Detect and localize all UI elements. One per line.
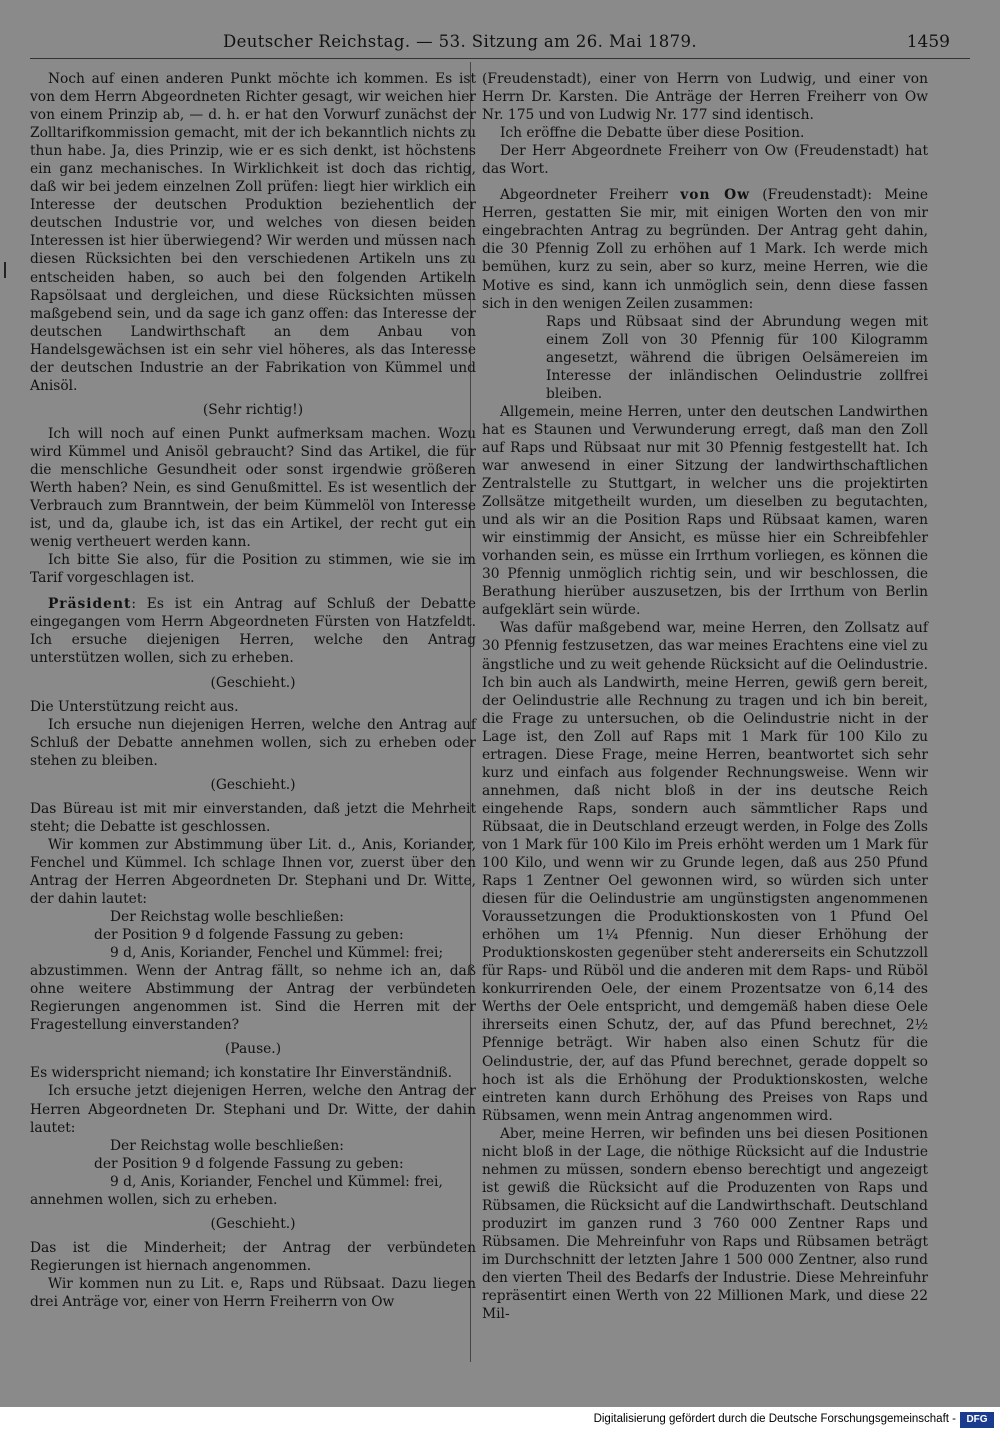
paragraph: Was dafür maßgebend war, meine Herren, den Zollsatz auf 30 Pfennig festzusetzen, das war meines Erachtens eine viel zu ängstliche und zu weit gehende Rücksicht auf die Oelindustrie. Ich bin auch als Landwirth, meine Herren, gewiß gern bereit, der Oelindustrie alle Rechnung zu tragen und ich bin bereit, die Frage zu untersuchen, ob die Oelindustrie nicht in der Lage ist, den Zoll auf Raps mit 1 Mark für 100 Kilo zu ertragen. Diese Frage, meine Herren, beantwortet sich sehr kurz und einfach aus folgender Rechnungsweise. Wenn wir annehmen, daß nicht bloß in der ins deutsche Reich eingehende Raps, sondern auch sämmtlicher Raps und Rübsaat, die in Deutschland erzeugt werden, in Folge des Zolls von 1 Mark für 100 Kilo im Preis erhöht werden um 1 Mark für 100 Kilo, und wenn wir zu Grunde legen, daß aus 250 Pfund Raps 1 Zentner Oel gewonnen wird, so würden sich unter diesen für die Oelindustrie am ungünstigsten angenommenen Voraussetzungen die Produktionskosten von 1 Pfund Oel erhöhen um 1¼ Pfennig. Nun dieser Erhöhung der Produktionskosten gegenüber steht andererseits ein Schutzzoll für Raps- und Rüböl und die anderen mit dem Raps- und Rüböl konkurrirenden Oele, der einem Prozentsatze von 6,14 des Werths der Oele entspricht, und demgemäß haben diese Oele ihrerseits einen Schutz, der, auf das Pfund berechnet, 2½ Pfennige beträgt. Wir haben also einen Schutz für die Oelindustrie, der, auf das Pfund berechnet, gerade doppelt so hoch ist als die Erhöhung der Produktionskosten, welche eintreten kann durch Erhöhung des Preises von Raps und Rübsamen, wenn mein Antrag angenommen wird.: [482, 620, 928, 1124]
dfg-logo: DFG: [960, 1412, 994, 1428]
page-number: 1459: [906, 32, 950, 52]
header-rule: [30, 58, 970, 59]
paragraph: Allgemein, meine Herren, unter den deutschen Landwirthen hat es Staunen und Verwunderung erregt, daß man den Zoll auf Raps und Rübsaat nur mit 30 Pfennig festgestellt hat. Ich war anwesend in einer Sitzung der landwirthschaftlichen Zentralstelle zu Stuttgart, in welcher uns die projektirten Zollsätze mitgetheilt wurden, um dieselben zu begutachten, und als wir an die Position Raps und Rübsaat kamen, waren wir einstimmig der Ansicht, es müsse hier ein Schreibfehler vorhanden sein, es müsse ein Irrthum vorliegen, es können die 30 Pfennig unmöglich richtig sein, und wir beschlossen, die Berathung hierüber auszusetzen, bis der Irrthum von Berlin aufgeklärt sein würde.: [482, 403, 928, 619]
paragraph: Ich eröffne die Debatte über diese Position.: [499, 125, 805, 142]
right-column: [482, 70, 928, 1323]
quoted-motion: 9 d, Anis, Koriander, Fenchel und Kümmel: frei;: [110, 945, 444, 962]
quoted-motion: Der Reichstag wolle beschließen:: [110, 909, 344, 926]
speaker-name: von Ow: [680, 187, 751, 204]
paragraph: abzustimmen. Wenn der Antrag fällt, so nehme ich an, daß ohne weitere Abstimmung der Antrag der verbündeten Regierungen angenommen ist. Sind die Herren mit der Fragestellung einverstanden?: [30, 963, 476, 1034]
stage-direction: (Pause.): [224, 1041, 282, 1058]
speaker-paragraph: [482, 186, 928, 312]
paragraph: Wir kommen zur Abstimmung über Lit. d., Anis, Koriander, Fenchel und Kümmel. Ich schlage Ihnen vor, zuerst über den Antrag der Herren Abgeordneten Dr. Stephani und Dr. Witte, der dahin lautet:: [30, 836, 476, 908]
paragraph: Das ist die Minderheit; der Antrag der verbündeten Regierungen ist hiernach angenommen.: [30, 1239, 476, 1274]
paragraph: Aber, meine Herren, wir befinden uns bei diesen Positionen nicht bloß in der Lage, die nöthige Rücksicht auf die Industrie nehmen zu müssen, sondern ebenso berechtigt und angezeigt ist gewiß die Rücksicht auf die Produzenten von Raps und Rübsamen, die Rücksicht auf die Landwirthschaft. Deutschland produzirt im ganzen rund 3 760 000 Zentner Raps und Rübsamen. Die Mehreinfuhr von Raps und Rübsamen beträgt im Durchschnitt der letzten Jahre 1 500 000 Zentner, also rund den vierten Theil des Bedarfs der Industrie. Diese Mehreinfuhr repräsentirt einen Werth von 22 Millionen Mark, und diese 22 Mil-: [482, 1125, 928, 1323]
quoted-motion: 9 d, Anis, Koriander, Fenchel und Kümmel: frei,: [110, 1173, 443, 1190]
stage-direction: (Sehr richtig!): [202, 401, 304, 418]
speaker-name: Präsident: [47, 596, 132, 613]
speaker-paragraph: [30, 595, 476, 667]
paragraph: Ich ersuche nun diejenigen Herren, welche den Antrag auf Schluß der Debatte annehmen wollen, sich zu erheben oder stehen zu bleiben.: [30, 716, 476, 769]
funding-note: Digitalisierung gefördert durch die Deutsche Forschungsgemeinschaft -: [593, 1413, 956, 1425]
paragraph: Ich will noch auf einen Punkt aufmerksam machen. Wozu wird Kümmel und Anisöl gebraucht? Sind das Artikel, die für die menschliche Gesundheit oder sonst irgendwie größeren Werth haben? Nein, es sind Genußmittel. Es ist wesentlich der Verbrauch zum Branntwein, der beim Kümmelöl von Interesse ist, und da, glaube ich, ist das ein Artikel, der recht gut ein wenig vertheuert werden kann.: [30, 425, 476, 551]
speech-text: : Es ist ein Antrag auf Schluß der Debatte eingegangen vom Herrn Abgeordneten Fürsten von Hatzfeldt. Ich ersuche diejenigen Herren, welche den Antrag unterstützen wollen, sich zu erheben.: [30, 596, 476, 667]
paragraph: Wir kommen nun zu Lit. e, Raps und Rübsaat. Dazu liegen drei Anträge vor, einer von Herrn Freiherrn von Ow: [30, 1275, 476, 1310]
left-column: [30, 70, 476, 1311]
paragraph: (Freudenstadt), einer von Herrn von Ludwig, und einer von Herrn Dr. Karsten. Die Anträge der Herren Freiherr von Ow Nr. 175 und von Ludwig Nr. 177 sind identisch.: [482, 71, 928, 124]
paragraph: Es widerspricht niemand; ich konstatire Ihr Einverständniß.: [30, 1065, 452, 1082]
paragraph: annehmen wollen, sich zu erheben.: [30, 1191, 278, 1208]
paragraph: Noch auf einen anderen Punkt möchte ich kommen. Es ist von dem Herrn Abgeordneten Richter gesagt, wir weichen hier von einem Prinzip ab, — d. h. er hat den Vorwurf zunächst der Zolltarifkommission gemacht, mit der ich bekanntlich nichts zu thun habe. Ja, dies Prinzip, wie er es sich denkt, ist höchstens ein ganz mechanisches. In Wirklichkeit ist doch das richtig, daß wir bei jedem einzelnen Zoll prüfen: liegt hier wirklich ein Interesse der deutschen Produktion beziehentlich der deutschen Industrie vor, und welches von diesen beiden Interessen ist hier überwiegend? Wir werden und müssen nach diesen Rücksichten bei den verschiedenen Artikeln uns zu entscheiden haben, so auch bei den folgenden Artikeln Rapsölsaat und dergleichen, und diese Rücksichten müssen maßgebend sein, und da sage ich ganz offen: das Interesse der deutschen Landwirthschaft an dem Anbau von Handelsgewächsen ist ein sehr viel höheres, als das Interesse der deutschen Industrie an der Fabrikation von Kümmel und Anisöl.: [30, 71, 476, 394]
running-title: Deutscher Reichstag. — 53. Sitzung am 26. Mai 1879.: [222, 32, 698, 51]
quoted-motion: der Position 9 d folgende Fassung zu geben:: [94, 1155, 404, 1172]
speech-text: (Freudenstadt): Meine Herren, gestatten Sie mir, mit einigen Worten den von mir eingebrachten Antrag zu begründen. Der Antrag geht dahin, die 30 Pfennig Zoll zu erhöhen auf 1 Mark. Ich werde mich bemühen, kurz zu sein, aber so kurz, meine Herren, wie die Motive es sind, kann ich unmöglich sein, denn diese fassen sich in den wenigen Zeilen zusammen:: [482, 187, 929, 312]
paragraph: Ich bitte Sie also, für die Position zu stimmen, wie sie im Tarif vorgeschlagen ist.: [30, 552, 476, 587]
paragraph: Ich ersuche jetzt diejenigen Herren, welche den Antrag der Herren Abgeordneten Dr. Stephani und Dr. Witte, der dahin lautet:: [30, 1083, 476, 1136]
speaker-title: Abgeordneter Freiherr: [499, 187, 681, 204]
stage-direction: (Geschieht.): [210, 776, 296, 793]
footer-bar: [0, 1409, 1000, 1432]
page-header: [30, 28, 970, 58]
paragraph: Das Büreau ist mit mir einverstanden, daß jetzt die Mehrheit steht; die Debatte ist geschlossen.: [30, 800, 476, 835]
margin-mark: [4, 262, 6, 278]
paragraph: Die Unterstützung reicht aus.: [30, 698, 239, 715]
paragraph: Der Herr Abgeordnete Freiherr von Ow (Freudenstadt) hat das Wort.: [482, 143, 928, 178]
quoted-motion: der Position 9 d folgende Fassung zu geben:: [94, 927, 404, 944]
quoted-motives: Raps und Rübsaat sind der Abrundung wegen mit einem Zoll von 30 Pfennig für 100 Kilogramm angesetzt, während die übrigen Oelsämereien im Interesse der inländischen Oelindustrie zollfrei bleiben.: [546, 313, 928, 402]
stage-direction: (Geschieht.): [210, 674, 296, 691]
stage-direction: (Geschieht.): [210, 1215, 296, 1232]
quoted-motion: Der Reichstag wolle beschließen:: [110, 1137, 344, 1154]
